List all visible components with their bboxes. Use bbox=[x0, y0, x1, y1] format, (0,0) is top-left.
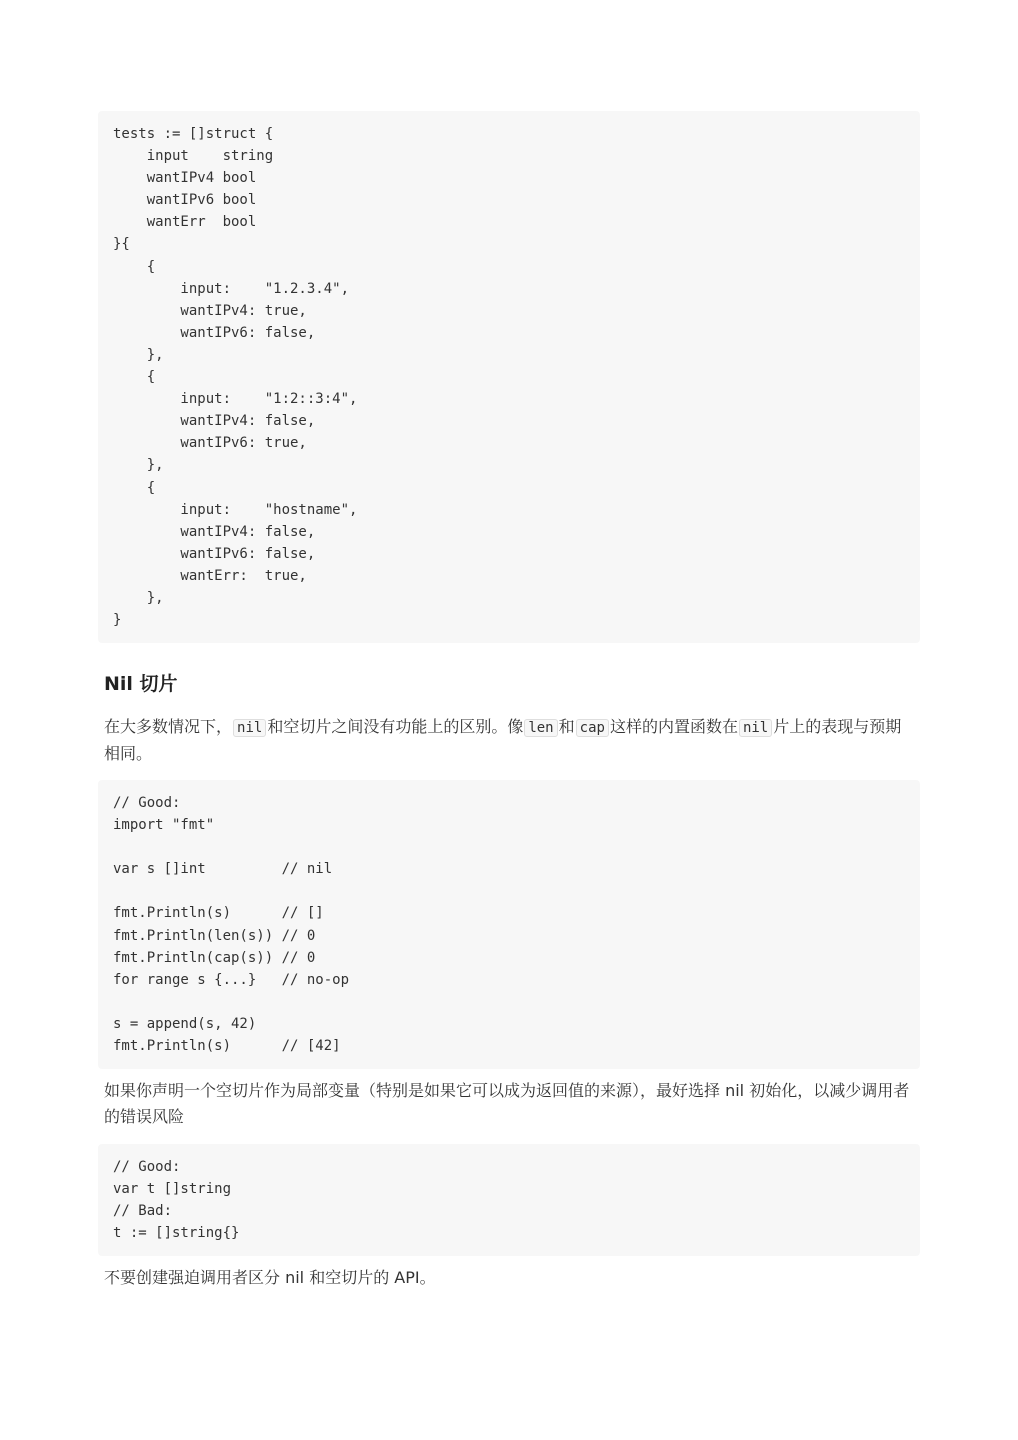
text-span: 片上的表现与预期相同。 bbox=[104, 717, 902, 763]
code-line: }, bbox=[113, 457, 164, 474]
text-span: 这样的内置函数在 bbox=[609, 717, 738, 736]
section-heading: Nil 切片 bbox=[104, 673, 178, 695]
code-line: input: "1:2::3:4", bbox=[113, 391, 358, 408]
code-line: tests := []struct { bbox=[113, 126, 274, 142]
code-line: fmt.Println(s) // [] bbox=[113, 905, 324, 922]
code-line: // Good: bbox=[113, 1159, 181, 1175]
code-line: }, bbox=[113, 346, 164, 363]
text-span: 和 bbox=[558, 717, 575, 736]
code-line: wantIPv4: false, bbox=[113, 523, 316, 540]
code-line: wantIPv4 bool bbox=[113, 170, 257, 187]
text-span: 在大多数情况下， bbox=[104, 717, 233, 736]
code-line: input: "1.2.3.4", bbox=[113, 280, 350, 297]
code-line bbox=[113, 991, 905, 1013]
inline-code-cap: cap bbox=[576, 719, 609, 737]
code-line: wantIPv6: false, bbox=[113, 545, 316, 562]
code-line: wantIPv6: false, bbox=[113, 324, 316, 341]
code-line: wantIPv6: true, bbox=[113, 435, 307, 452]
paragraph-nil-intro bbox=[104, 714, 914, 767]
code-line: }, bbox=[113, 589, 164, 606]
code-line: fmt.Println(cap(s)) // 0 bbox=[113, 949, 316, 966]
code-line bbox=[113, 880, 905, 902]
paragraph-api-advice: 不要创建强迫调用者区分 nil 和空切片的 API。 bbox=[104, 1268, 436, 1287]
code-line: }{ bbox=[113, 236, 130, 253]
code-line: wantIPv4: false, bbox=[113, 413, 316, 430]
code-block-test-table bbox=[98, 111, 920, 643]
code-line: s = append(s, 42) bbox=[113, 1015, 257, 1032]
code-line: { bbox=[113, 258, 156, 275]
inline-code-nil: nil bbox=[739, 719, 772, 737]
code-block-nil-slice-example bbox=[98, 780, 920, 1069]
code-line: wantIPv6 bool bbox=[113, 192, 257, 209]
code-line: fmt.Println(len(s)) // 0 bbox=[113, 927, 316, 944]
code-line bbox=[113, 836, 905, 858]
code-line: wantErr: true, bbox=[113, 567, 307, 584]
paragraph-local-variable: 如果你声明一个空切片作为局部变量（特别是如果它可以成为返回值的来源），最好选择 nil 初始化，以减少调用者的错误风险 bbox=[104, 1081, 910, 1126]
code-line: { bbox=[113, 369, 156, 386]
code-line: wantIPv4: true, bbox=[113, 302, 307, 319]
code-line: } bbox=[113, 612, 122, 629]
code-block-good-bad bbox=[98, 1144, 920, 1256]
code-line: fmt.Println(s) // [42] bbox=[113, 1038, 341, 1055]
code-line: input: "hostname", bbox=[113, 501, 358, 518]
code-line: // Good: bbox=[113, 795, 181, 811]
code-line: import "fmt" bbox=[113, 817, 215, 834]
text-span: 和空切片之间没有功能上的区别。像 bbox=[267, 717, 524, 736]
code-line: { bbox=[113, 479, 156, 496]
inline-code-nil: nil bbox=[233, 719, 266, 737]
code-line: wantErr bool bbox=[113, 214, 257, 231]
code-line: for range s {...} // no-op bbox=[113, 971, 350, 988]
code-line: input string bbox=[113, 148, 274, 165]
inline-code-len: len bbox=[524, 719, 557, 737]
code-line: var t []string bbox=[113, 1181, 232, 1198]
code-line: t := []string{} bbox=[113, 1225, 240, 1242]
code-line: var s []int // nil bbox=[113, 861, 333, 878]
code-line: // Bad: bbox=[113, 1203, 173, 1220]
